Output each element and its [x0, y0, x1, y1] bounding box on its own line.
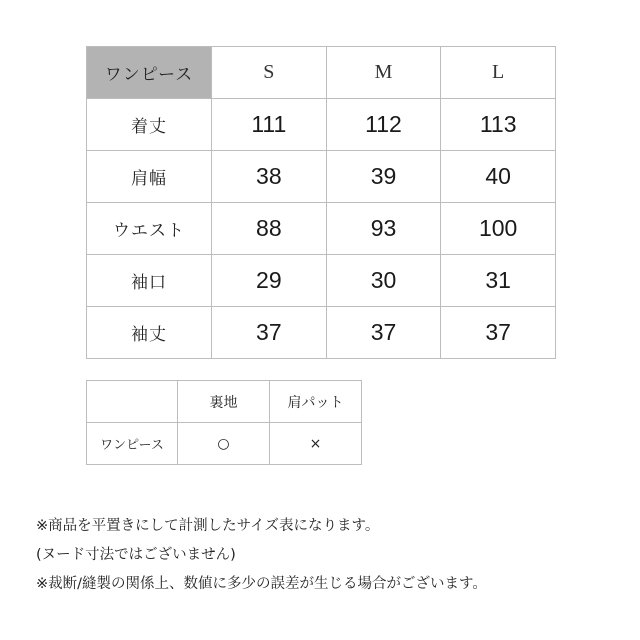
row-label: 肩幅	[87, 151, 212, 203]
cell-value: 113	[441, 99, 556, 151]
size-table	[86, 46, 556, 359]
size-row-cuff	[87, 255, 556, 307]
cell-value: 37	[441, 307, 556, 359]
cell-value: 39	[326, 151, 441, 203]
lining-value: ○	[178, 423, 270, 465]
cell-value: 30	[326, 255, 441, 307]
feature-row-dress	[87, 423, 362, 465]
row-label: 袖口	[87, 255, 212, 307]
feature-header-row	[87, 381, 362, 423]
cell-value: 100	[441, 203, 556, 255]
cell-value: 29	[212, 255, 327, 307]
cell-value: 40	[441, 151, 556, 203]
cell-value: 31	[441, 255, 556, 307]
shoulder-pad-value: ×	[270, 423, 362, 465]
feature-row-label: ワンピース	[87, 423, 178, 465]
size-row-shoulder	[87, 151, 556, 203]
row-label: 袖丈	[87, 307, 212, 359]
notes	[36, 512, 636, 599]
cell-value: 37	[326, 307, 441, 359]
row-label: 着丈	[87, 99, 212, 151]
cell-value: 93	[326, 203, 441, 255]
feature-table	[86, 380, 362, 465]
cell-value: 37	[212, 307, 327, 359]
size-row-waist	[87, 203, 556, 255]
cell-value: 111	[212, 99, 327, 151]
cell-value: 88	[212, 203, 327, 255]
size-header-m: M	[326, 47, 441, 99]
note-line-tolerance: ※裁断/縫製の関係上、数値に多少の誤差が生じる場合がございます。	[36, 576, 487, 592]
note-line-nude: (ヌード寸法ではございません)	[36, 547, 236, 563]
feature-corner-cell	[87, 381, 178, 423]
size-header-l: L	[441, 47, 556, 99]
size-header-s: S	[212, 47, 327, 99]
note-line-measurement: ※商品を平置きにして計測したサイズ表になります。	[36, 518, 380, 534]
size-header-row	[87, 47, 556, 99]
feature-header-shoulder-pad: 肩パット	[270, 381, 362, 423]
cell-value: 112	[326, 99, 441, 151]
feature-header-lining: 裏地	[178, 381, 270, 423]
size-row-length	[87, 99, 556, 151]
row-label: ウエスト	[87, 203, 212, 255]
size-table-corner-label: ワンピース	[87, 47, 212, 99]
size-row-sleeve	[87, 307, 556, 359]
cell-value: 38	[212, 151, 327, 203]
